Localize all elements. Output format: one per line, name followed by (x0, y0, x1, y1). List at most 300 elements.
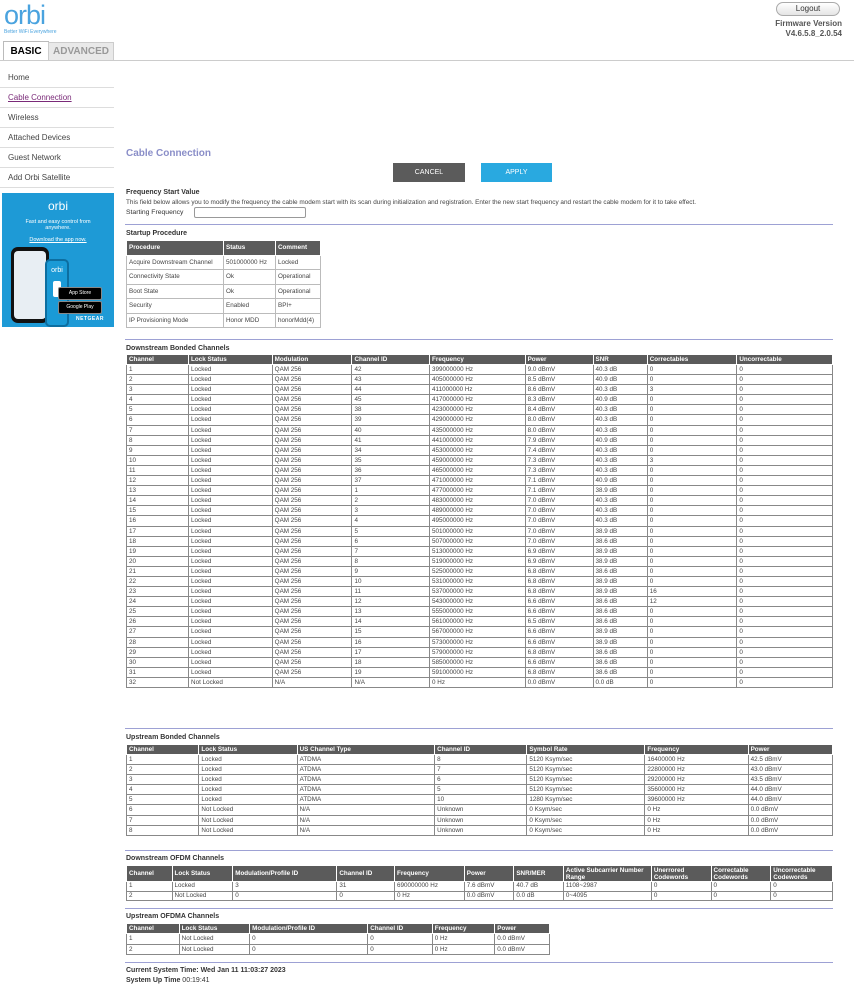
table-cell: 0 (737, 637, 833, 647)
column-header: Channel ID (435, 745, 527, 755)
table-cell: Locked (199, 765, 297, 775)
table-cell: 0.0 dBmV (495, 934, 550, 945)
table-cell: 0 Hz (395, 891, 465, 901)
table-cell: 9 (127, 445, 189, 455)
table-cell: QAM 256 (272, 435, 352, 445)
table-row (127, 795, 833, 805)
firmware-label: Firmware Version (775, 19, 842, 28)
table-cell: 6.9 dBmV (525, 556, 593, 566)
upstream-ofdma-heading: Upstream OFDMA Channels (126, 913, 220, 920)
table-row (127, 765, 833, 775)
table-cell: 30 (127, 657, 189, 667)
table-cell: 0 (737, 385, 833, 395)
table-cell: 0 (737, 496, 833, 506)
column-header: Channel ID (368, 924, 432, 934)
table-cell: 0 (737, 486, 833, 496)
sidebar-item-cable-connection[interactable]: Cable Connection (0, 88, 114, 108)
promo-line1: Fast and easy control from (25, 219, 91, 225)
column-header: Frequency (395, 866, 465, 882)
promo-line2: anywhere. (45, 225, 71, 231)
table-cell: 43 (352, 375, 430, 385)
table-header-row (127, 924, 550, 934)
table-cell: 7 (435, 765, 527, 775)
column-header: US Channel Type (297, 745, 435, 755)
table-cell: 7.3 dBmV (525, 465, 593, 475)
table-cell: 15 (127, 506, 189, 516)
table-cell: Not Locked (199, 805, 297, 815)
table-cell: 0 Hz (430, 677, 526, 687)
table-cell: Not Locked (199, 825, 297, 835)
table-cell: 0 Ksym/sec (527, 805, 645, 815)
table-cell: 0 Hz (432, 944, 495, 955)
table-cell: 17 (352, 647, 430, 657)
table-cell: 38.9 dB (593, 576, 647, 586)
table-cell: 40.3 dB (593, 405, 647, 415)
table-cell: 0 (737, 597, 833, 607)
phone-screen-logo: orbi (51, 267, 63, 274)
table-cell: 13 (352, 607, 430, 617)
table-row (127, 805, 833, 815)
table-cell: 471000000 Hz (430, 476, 526, 486)
table-cell: Locked (189, 627, 273, 637)
table-row (127, 445, 833, 455)
table-cell: N/A (297, 815, 435, 825)
section-divider (125, 850, 833, 851)
table-cell: 429000000 Hz (430, 415, 526, 425)
table-cell: 0 (368, 944, 432, 955)
column-header: Channel (127, 924, 180, 934)
table-cell: Locked (199, 785, 297, 795)
table-row (127, 617, 833, 627)
table-cell: QAM 256 (272, 566, 352, 576)
upstream-bonded-heading: Upstream Bonded Channels (126, 734, 220, 741)
downstream-ofdm-heading: Downstream OFDM Channels (126, 855, 225, 862)
table-row (127, 506, 833, 516)
table-row (127, 516, 833, 526)
table-cell: 0~4095 (563, 891, 651, 901)
table-cell: Locked (276, 256, 321, 270)
table-cell: 9.0 dBmV (525, 365, 593, 375)
table-cell: 0 (737, 375, 833, 385)
table-cell: 32 (127, 677, 189, 687)
table-cell: 489000000 Hz (430, 506, 526, 516)
table-cell: Locked (189, 657, 273, 667)
table-row (127, 891, 833, 901)
table-cell: 0 (737, 576, 833, 586)
table-cell: 0 (737, 607, 833, 617)
table-cell: Locked (189, 587, 273, 597)
table-cell: 42 (352, 365, 430, 375)
table-cell: 6.8 dBmV (525, 576, 593, 586)
table-cell: 0 (647, 486, 737, 496)
table-cell: Locked (189, 365, 273, 375)
table-row (127, 313, 321, 327)
sidebar-item-home[interactable]: Home (0, 68, 114, 88)
sidebar-item-add-orbi-satellite[interactable]: Add Orbi Satellite (0, 168, 114, 188)
table-cell: 0 (737, 506, 833, 516)
table-cell: 3 (647, 385, 737, 395)
table-cell: 399000000 Hz (430, 365, 526, 375)
table-cell: N/A (297, 825, 435, 835)
system-time-label: Current System Time: (126, 967, 199, 974)
column-header: Correctable Codewords (711, 866, 771, 882)
column-header: Channel (127, 866, 173, 882)
table-cell: 27 (127, 627, 189, 637)
table-row (127, 576, 833, 586)
table-cell: 0 (250, 944, 368, 955)
sidebar-item-guest-network[interactable]: Guest Network (0, 148, 114, 168)
system-time-value: Wed Jan 11 11:03:27 2023 (200, 967, 286, 974)
column-header: Unerrored Codewords (651, 866, 711, 882)
table-cell: 9 (352, 566, 430, 576)
table-cell: Ok (224, 270, 276, 284)
table-cell: Locked (189, 647, 273, 657)
table-cell: QAM 256 (272, 607, 352, 617)
table-header-row (127, 355, 833, 365)
table-row (127, 882, 833, 892)
table-cell: 20 (127, 556, 189, 566)
table-cell: 0 (647, 677, 737, 687)
table-cell: 1 (127, 882, 173, 892)
table-cell: 44.0 dBmV (748, 785, 832, 795)
table-cell: Connectivity State (127, 270, 224, 284)
table-cell: QAM 256 (272, 415, 352, 425)
table-cell: 0 (647, 657, 737, 667)
table-cell: 7.4 dBmV (525, 445, 593, 455)
table-cell: 6.6 dBmV (525, 597, 593, 607)
table-cell: Locked (189, 435, 273, 445)
sidebar-item-wireless[interactable]: Wireless (0, 108, 114, 128)
table-row (127, 755, 833, 765)
table-cell: 15 (352, 627, 430, 637)
table-cell: QAM 256 (272, 425, 352, 435)
table-cell: QAM 256 (272, 385, 352, 395)
column-header: SNR (593, 355, 647, 365)
table-row (127, 270, 321, 284)
table-cell: QAM 256 (272, 486, 352, 496)
table-cell: 483000000 Hz (430, 496, 526, 506)
table-cell: 26 (127, 617, 189, 627)
section-divider (125, 962, 833, 963)
table-cell: 567000000 Hz (430, 627, 526, 637)
system-up-time (126, 977, 210, 984)
header-divider (0, 60, 854, 61)
column-header: Lock Status (189, 355, 273, 365)
section-divider (125, 908, 833, 909)
uptime-label: System Up Time (126, 977, 181, 984)
table-cell: 16 (647, 587, 737, 597)
table-cell: Locked (189, 395, 273, 405)
table-cell: Locked (189, 445, 273, 455)
table-cell: 0 (737, 435, 833, 445)
table-cell: 18 (352, 657, 430, 667)
table-cell: 8.5 dBmV (525, 375, 593, 385)
table-cell: Locked (199, 755, 297, 765)
table-cell: 0 (737, 415, 833, 425)
column-header: Power (464, 866, 514, 882)
table-cell: QAM 256 (272, 617, 352, 627)
table-cell: ATDMA (297, 765, 435, 775)
starting-frequency-input[interactable] (194, 207, 306, 218)
table-row (127, 934, 550, 945)
table-cell: 40.7 dB (514, 882, 564, 892)
table-cell: 0 (771, 882, 833, 892)
startup-procedure-table (126, 240, 321, 328)
apply-button[interactable]: APPLY (481, 163, 552, 182)
table-cell: 40.9 dB (593, 435, 647, 445)
table-cell: ATDMA (297, 755, 435, 765)
table-cell: 38.9 dB (593, 556, 647, 566)
table-cell: 0 (651, 882, 711, 892)
column-header: Frequency (430, 355, 526, 365)
table-cell: 38.9 dB (593, 546, 647, 556)
table-cell: Locked (189, 576, 273, 586)
table-cell: 5120 Ksym/sec (527, 785, 645, 795)
table-cell: QAM 256 (272, 576, 352, 586)
table-cell: 40.9 dB (593, 476, 647, 486)
table-cell: 0 (647, 415, 737, 425)
table-cell: N/A (352, 677, 430, 687)
table-cell: 38.6 dB (593, 667, 647, 677)
table-row (127, 405, 833, 415)
column-header: Comment (276, 241, 321, 256)
table-cell: 0 (651, 891, 711, 901)
column-header: Active Subcarrier Number Range (563, 866, 651, 882)
table-cell: 31 (337, 882, 395, 892)
column-header: Channel ID (337, 866, 395, 882)
column-header: Symbol Rate (527, 745, 645, 755)
table-cell: QAM 256 (272, 657, 352, 667)
table-cell: Not Locked (172, 891, 233, 901)
table-cell: 22800000 Hz (645, 765, 748, 775)
table-cell: 4 (127, 785, 199, 795)
table-cell: 7.9 dBmV (525, 435, 593, 445)
table-cell: BPI+ (276, 299, 321, 313)
table-cell: Locked (189, 496, 273, 506)
logout-button[interactable]: Logout (776, 2, 840, 16)
table-cell: 14 (127, 496, 189, 506)
table-cell: 1 (127, 934, 180, 945)
table-row (127, 657, 833, 667)
table-cell: 465000000 Hz (430, 465, 526, 475)
table-cell: 11 (127, 465, 189, 475)
google-play-button[interactable]: Google Play (58, 301, 102, 314)
column-header: Modulation/Profile ID (250, 924, 368, 934)
cancel-button[interactable]: CANCEL (393, 163, 465, 182)
table-cell: 38.6 dB (593, 647, 647, 657)
table-cell: 1 (127, 365, 189, 375)
table-cell: Operational (276, 284, 321, 298)
table-cell: 0 (737, 647, 833, 657)
column-header: Lock Status (172, 866, 233, 882)
table-row (127, 375, 833, 385)
table-cell: 35600000 Hz (645, 785, 748, 795)
table-cell: 40.3 dB (593, 455, 647, 465)
table-cell: 0.0 dBmV (525, 677, 593, 687)
table-cell: 0 (647, 566, 737, 576)
table-row (127, 465, 833, 475)
table-cell: Locked (189, 455, 273, 465)
table-cell: 10 (435, 795, 527, 805)
table-cell: 4 (352, 516, 430, 526)
table-cell: 40.3 dB (593, 516, 647, 526)
column-header: Channel (127, 355, 189, 365)
table-cell: 0 (711, 882, 771, 892)
table-cell: 525000000 Hz (430, 566, 526, 576)
table-cell: 555000000 Hz (430, 607, 526, 617)
upstream-bonded-table (126, 744, 833, 836)
table-cell: 501000000 Hz (224, 256, 276, 270)
table-cell: 4 (127, 395, 189, 405)
table-cell: 40.3 dB (593, 506, 647, 516)
table-cell: QAM 256 (272, 395, 352, 405)
table-cell: 0.0 dBmV (748, 805, 832, 815)
table-cell: 519000000 Hz (430, 556, 526, 566)
table-cell: 37 (352, 476, 430, 486)
table-cell: 5 (435, 785, 527, 795)
table-row (127, 607, 833, 617)
table-cell: 0 (737, 445, 833, 455)
table-cell: QAM 256 (272, 667, 352, 677)
table-cell: 3 (127, 385, 189, 395)
table-cell: Honor MDD (224, 313, 276, 327)
download-app-link[interactable]: Download the app now. (29, 237, 87, 243)
table-cell: 0 (647, 395, 737, 405)
table-cell: 0 (337, 891, 395, 901)
table-cell: 0 Hz (432, 934, 495, 945)
table-cell: 38 (352, 405, 430, 415)
table-cell: 0 (647, 405, 737, 415)
table-row (127, 647, 833, 657)
downstream-bonded-table (126, 354, 833, 688)
table-cell: 0 (737, 667, 833, 677)
table-cell: 25 (127, 607, 189, 617)
table-cell: 21 (127, 566, 189, 576)
table-cell: 14 (352, 617, 430, 627)
table-cell: 5 (127, 405, 189, 415)
current-system-time (126, 967, 286, 974)
table-cell: 3 (233, 882, 337, 892)
firmware-version (775, 19, 842, 39)
table-cell: N/A (297, 805, 435, 815)
table-cell: QAM 256 (272, 465, 352, 475)
column-header: Uncorrectable (737, 355, 833, 365)
table-cell: Locked (189, 516, 273, 526)
table-cell: QAM 256 (272, 637, 352, 647)
table-cell: QAM 256 (272, 445, 352, 455)
table-cell: 0.0 dB (593, 677, 647, 687)
table-cell: 19 (352, 667, 430, 677)
table-cell: 44.0 dBmV (748, 795, 832, 805)
table-cell: 0 (737, 627, 833, 637)
column-header: Power (525, 355, 593, 365)
table-cell: 40.3 dB (593, 465, 647, 475)
table-cell: 6.8 dBmV (525, 566, 593, 576)
table-cell: 6.6 dBmV (525, 627, 593, 637)
table-cell: 459000000 Hz (430, 455, 526, 465)
table-cell: Locked (189, 566, 273, 576)
table-cell: 0 (737, 395, 833, 405)
table-cell: Locked (189, 597, 273, 607)
table-cell: 7.3 dBmV (525, 455, 593, 465)
tab-advanced[interactable]: ADVANCED (48, 42, 114, 61)
table-cell: Unknown (435, 805, 527, 815)
table-cell: 10 (127, 455, 189, 465)
table-row (127, 546, 833, 556)
table-cell: Locked (189, 536, 273, 546)
table-row (127, 825, 833, 835)
table-cell: Locked (199, 795, 297, 805)
table-cell: 38.6 dB (593, 607, 647, 617)
column-header: Channel ID (352, 355, 430, 365)
table-cell: 12 (352, 597, 430, 607)
table-row (127, 455, 833, 465)
table-cell: Unknown (435, 815, 527, 825)
table-cell: 8.0 dBmV (525, 415, 593, 425)
table-cell: 0 (647, 617, 737, 627)
table-cell: 0 (647, 536, 737, 546)
table-cell: IP Provisioning Mode (127, 313, 224, 327)
table-header-row (127, 866, 833, 882)
column-header: Lock Status (179, 924, 249, 934)
table-cell: 2 (352, 496, 430, 506)
table-cell: Locked (199, 775, 297, 785)
table-cell: 5120 Ksym/sec (527, 775, 645, 785)
table-cell: 0 (737, 476, 833, 486)
table-cell: 0.0 dBmV (464, 891, 514, 901)
tab-basic[interactable]: BASIC (3, 41, 49, 60)
table-cell: 12 (647, 597, 737, 607)
app-promo-banner[interactable] (2, 193, 114, 327)
table-cell: 16 (127, 516, 189, 526)
downstream-ofdm-table (126, 865, 833, 901)
table-cell: 39 (352, 415, 430, 425)
table-cell: 7.1 dBmV (525, 486, 593, 496)
table-cell: 543000000 Hz (430, 597, 526, 607)
table-cell: 495000000 Hz (430, 516, 526, 526)
table-cell: 0.0 dBmV (748, 825, 832, 835)
table-cell: 0 (233, 891, 337, 901)
table-cell: 38.6 dB (593, 597, 647, 607)
table-cell: 477000000 Hz (430, 486, 526, 496)
table-cell: 0 (647, 465, 737, 475)
table-cell: 6.8 dBmV (525, 647, 593, 657)
table-cell: 6 (127, 805, 199, 815)
table-cell: 8 (435, 755, 527, 765)
table-cell: 40.3 dB (593, 385, 647, 395)
table-cell: Unknown (435, 825, 527, 835)
table-row (127, 284, 321, 298)
frequency-start-heading: Frequency Start Value (126, 189, 200, 196)
table-cell: 34 (352, 445, 430, 455)
orbi-logo: orbi (4, 0, 46, 30)
table-row (127, 536, 833, 546)
section-divider (125, 224, 833, 225)
table-cell: 2 (127, 765, 199, 775)
table-cell: 40.3 dB (593, 445, 647, 455)
table-cell: 0 (647, 526, 737, 536)
table-cell: 40.3 dB (593, 425, 647, 435)
table-cell: 19 (127, 546, 189, 556)
table-cell: 0 (647, 516, 737, 526)
sidebar-item-attached-devices[interactable]: Attached Devices (0, 128, 114, 148)
table-cell: 0 (737, 587, 833, 597)
table-cell: Locked (189, 637, 273, 647)
downstream-bonded-heading: Downstream Bonded Channels (126, 345, 230, 352)
table-cell: Enabled (224, 299, 276, 313)
table-cell: 38.9 dB (593, 587, 647, 597)
app-store-button[interactable]: App Store (58, 287, 102, 300)
